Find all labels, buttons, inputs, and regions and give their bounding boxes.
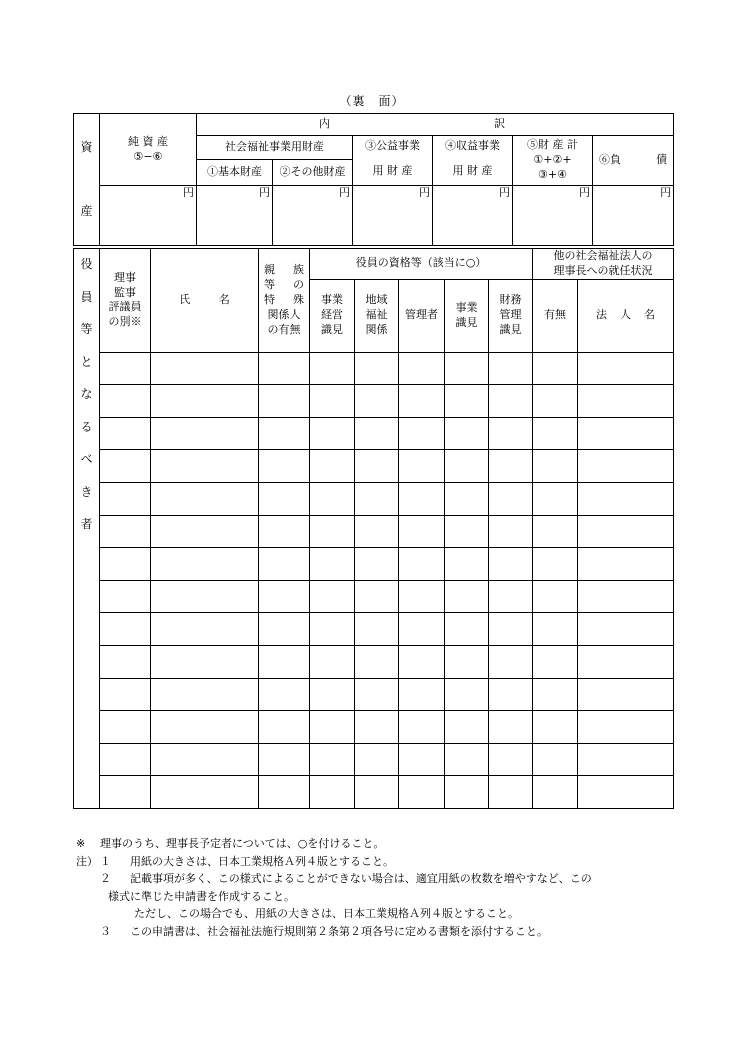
officer-qual-business-cell[interactable] <box>310 678 355 711</box>
officer-qual-finance-cell[interactable] <box>489 776 533 809</box>
officer-qual-knowledge-cell[interactable] <box>445 613 489 646</box>
officer-label-char: 等 <box>80 322 93 336</box>
officer-qual-regional-cell[interactable] <box>355 548 399 581</box>
officer-role-cell[interactable] <box>100 743 151 776</box>
note-3: ３ この申請書は、社会福祉法施行規則第２条第２項各号に定める書類を添付すること。 <box>100 924 548 938</box>
officer-relatives-cell[interactable] <box>259 352 310 385</box>
qual-knowledge-header: 事業 識見 <box>445 279 489 352</box>
officer-label-char: き <box>80 484 93 499</box>
officer-vertical-label <box>74 249 100 809</box>
officer-presence-cell[interactable] <box>533 678 578 711</box>
basic-property-header: ①基本財産 <box>197 160 273 186</box>
qual-business-header: 事業 経営 識見 <box>310 279 355 352</box>
other-property-value[interactable]: 円 <box>273 186 353 246</box>
note-1: 注） １ 用紙の大きさは、日本工業規格Ａ列４版とすること。 <box>76 854 394 868</box>
officer-row <box>74 352 674 385</box>
officer-corp-name-cell[interactable] <box>578 711 674 744</box>
officer-qual-business-cell[interactable] <box>310 483 355 516</box>
officer-label-char: と <box>80 354 93 369</box>
officer-row <box>74 483 674 516</box>
officer-presence-cell[interactable] <box>533 580 578 613</box>
officer-row <box>74 776 674 809</box>
notes <box>76 835 696 940</box>
officer-relatives-cell[interactable] <box>259 417 310 450</box>
qual-manager-header: 管理者 <box>399 279 445 352</box>
relatives-header: 親 族 等 の 特 殊 関係人 の有無 <box>259 249 310 353</box>
officer-qual-knowledge-cell[interactable] <box>445 743 489 776</box>
total-property-value[interactable]: 円 <box>513 186 593 246</box>
note-2-proviso: ただし、この場合でも、用紙の大きさは、日本工業規格Ａ列４版とすること。 <box>134 907 519 920</box>
officer-qual-regional-cell[interactable] <box>355 417 399 450</box>
officer-corp-name-cell[interactable] <box>578 352 674 385</box>
officer-role-cell[interactable] <box>100 776 151 809</box>
officer-qual-regional-cell[interactable] <box>355 613 399 646</box>
officer-presence-cell[interactable] <box>533 515 578 548</box>
officer-corp-name-cell[interactable] <box>578 678 674 711</box>
officer-qual-manager-cell[interactable] <box>399 417 445 450</box>
basic-property-value[interactable]: 円 <box>197 186 273 246</box>
officer-qual-manager-cell[interactable] <box>399 743 445 776</box>
officer-role-cell[interactable] <box>100 450 151 483</box>
officer-row <box>74 580 674 613</box>
officer-label-char: べ <box>80 452 93 466</box>
officer-role-cell[interactable] <box>100 352 151 385</box>
officer-corp-name-cell[interactable] <box>578 613 674 646</box>
profit-business-property-header: ④収益事業 用 財 産 <box>433 136 513 186</box>
asterisk-note: ※ 理事のうち、理事長予定者については、○を付けること。 <box>76 837 385 850</box>
officer-presence-cell[interactable] <box>533 646 578 679</box>
officer-qual-finance-cell[interactable] <box>489 450 533 483</box>
officer-role-cell[interactable] <box>100 711 151 744</box>
officer-qual-finance-cell[interactable] <box>489 711 533 744</box>
officer-name-cell[interactable] <box>151 352 259 385</box>
officer-name-cell[interactable] <box>151 483 259 516</box>
officer-presence-cell[interactable] <box>533 613 578 646</box>
officer-presence-cell[interactable] <box>533 548 578 581</box>
officer-corp-name-cell[interactable] <box>578 450 674 483</box>
officer-role-cell[interactable] <box>100 417 151 450</box>
note-2: ２ 記載事項が多く、この様式によることができない場合は、適宜用紙の枚数を増やすなど、この <box>100 872 592 885</box>
officer-name-cell[interactable] <box>151 385 259 418</box>
officer-presence-cell[interactable] <box>533 483 578 516</box>
officer-qual-regional-cell[interactable] <box>355 483 399 516</box>
officer-name-cell[interactable] <box>151 515 259 548</box>
officer-name-cell[interactable] <box>151 678 259 711</box>
officer-table <box>73 248 674 809</box>
officer-name-cell[interactable] <box>151 580 259 613</box>
other-property-header: ②その他財産 <box>273 160 353 186</box>
officer-presence-cell[interactable] <box>533 417 578 450</box>
net-assets-header: 純 資 産 ⑤−⑥ <box>100 114 197 186</box>
presence-header: 有無 <box>533 279 578 352</box>
officer-relatives-cell[interactable] <box>259 548 310 581</box>
role-header: 理事 監事 評議員 の別※ <box>100 249 151 353</box>
officer-qual-business-cell[interactable] <box>310 450 355 483</box>
officer-qual-manager-cell[interactable] <box>399 515 445 548</box>
officer-label-char: 員 <box>80 289 93 304</box>
corp-name-header: 法 人 名 <box>578 279 674 352</box>
officer-qual-regional-cell[interactable] <box>355 678 399 711</box>
officer-corp-name-cell[interactable] <box>578 580 674 613</box>
officer-relatives-cell[interactable] <box>259 678 310 711</box>
officer-relatives-cell[interactable] <box>259 743 310 776</box>
officer-role-cell[interactable] <box>100 678 151 711</box>
officer-qual-regional-cell[interactable] <box>355 711 399 744</box>
officer-qual-knowledge-cell[interactable] <box>445 385 489 418</box>
officer-qual-manager-cell[interactable] <box>399 678 445 711</box>
officer-qual-knowledge-cell[interactable] <box>445 711 489 744</box>
officer-relatives-cell[interactable] <box>259 483 310 516</box>
officer-name-cell[interactable] <box>151 711 259 744</box>
public-interest-value[interactable]: 円 <box>353 186 433 246</box>
officer-qual-finance-cell[interactable] <box>489 385 533 418</box>
officer-label-char: な <box>80 387 93 401</box>
officer-qual-finance-cell[interactable] <box>489 678 533 711</box>
officer-qual-manager-cell[interactable] <box>399 711 445 744</box>
officer-relatives-cell[interactable] <box>259 385 310 418</box>
officer-qual-business-cell[interactable] <box>310 646 355 679</box>
officer-qual-regional-cell[interactable] <box>355 646 399 679</box>
officer-qual-business-cell[interactable] <box>310 548 355 581</box>
total-property-header: ⑤財 産 計 ①+②+ ③+④ <box>513 136 593 186</box>
officer-qual-manager-cell[interactable] <box>399 450 445 483</box>
officer-qual-manager-cell[interactable] <box>399 776 445 809</box>
officer-label-char: 役 <box>80 257 93 271</box>
officer-qual-finance-cell[interactable] <box>489 548 533 581</box>
officer-qual-knowledge-cell[interactable] <box>445 417 489 450</box>
officer-qual-knowledge-cell[interactable] <box>445 483 489 516</box>
officer-qual-business-cell[interactable] <box>310 711 355 744</box>
officer-role-cell[interactable] <box>100 613 151 646</box>
officer-row <box>74 678 674 711</box>
officer-qual-knowledge-cell[interactable] <box>445 515 489 548</box>
net-assets-value[interactable]: 円 <box>100 186 197 246</box>
officer-presence-cell[interactable] <box>533 385 578 418</box>
officer-role-cell[interactable] <box>100 385 151 418</box>
officer-role-cell[interactable] <box>100 646 151 679</box>
officer-row <box>74 711 674 744</box>
officer-qual-knowledge-cell[interactable] <box>445 450 489 483</box>
other-corp-header: 他の社会福祉法人の 理事長への就任状況 <box>533 249 674 280</box>
officer-qual-knowledge-cell[interactable] <box>445 678 489 711</box>
liabilities-value[interactable]: 円 <box>593 186 674 246</box>
officer-qual-manager-cell[interactable] <box>399 646 445 679</box>
officer-corp-name-cell[interactable] <box>578 646 674 679</box>
officer-relatives-cell[interactable] <box>259 613 310 646</box>
officer-corp-name-cell[interactable] <box>578 483 674 516</box>
officer-relatives-cell[interactable] <box>259 711 310 744</box>
officer-qual-manager-cell[interactable] <box>399 483 445 516</box>
officer-name-cell[interactable] <box>151 613 259 646</box>
officer-row <box>74 548 674 581</box>
officer-qual-regional-cell[interactable] <box>355 580 399 613</box>
profit-business-value[interactable]: 円 <box>433 186 513 246</box>
officer-qual-regional-cell[interactable] <box>355 515 399 548</box>
officer-corp-name-cell[interactable] <box>578 515 674 548</box>
officer-label-char: 者 <box>80 517 93 531</box>
breakdown-header: 内 訳 <box>197 114 674 136</box>
officer-qual-manager-cell[interactable] <box>399 352 445 385</box>
officer-role-cell[interactable] <box>100 483 151 516</box>
officer-relatives-cell[interactable] <box>259 776 310 809</box>
qualifications-header: 役員の資格等（該当に○） <box>310 249 533 280</box>
officer-qual-business-cell[interactable] <box>310 743 355 776</box>
officer-presence-cell[interactable] <box>533 776 578 809</box>
officer-row <box>74 646 674 679</box>
page-title: （裏 面） <box>339 94 405 108</box>
officer-qual-finance-cell[interactable] <box>489 743 533 776</box>
officer-qual-regional-cell[interactable] <box>355 743 399 776</box>
officer-presence-cell[interactable] <box>533 743 578 776</box>
social-welfare-property-header: 社会福祉事業用財産 <box>197 136 353 160</box>
officer-name-cell[interactable] <box>151 548 259 581</box>
officer-role-cell[interactable] <box>100 580 151 613</box>
qual-regional-header: 地域 福祉 関係 <box>355 279 399 352</box>
asset-table <box>73 113 674 246</box>
asset-vertical-label: 資 産 <box>74 114 100 246</box>
officer-qual-manager-cell[interactable] <box>399 613 445 646</box>
officer-qual-knowledge-cell[interactable] <box>445 646 489 679</box>
qual-finance-header: 財務 管理 識見 <box>489 279 533 352</box>
officer-qual-knowledge-cell[interactable] <box>445 580 489 613</box>
officer-relatives-cell[interactable] <box>259 580 310 613</box>
officer-qual-finance-cell[interactable] <box>489 646 533 679</box>
officer-qual-regional-cell[interactable] <box>355 385 399 418</box>
officer-row <box>74 743 674 776</box>
officer-role-cell[interactable] <box>100 515 151 548</box>
liabilities-header: ⑥負 債 <box>593 136 674 186</box>
public-interest-property-header: ③公益事業 用 財 産 <box>353 136 433 186</box>
officer-qual-regional-cell[interactable] <box>355 450 399 483</box>
officer-relatives-cell[interactable] <box>259 450 310 483</box>
officer-presence-cell[interactable] <box>533 450 578 483</box>
officer-name-cell[interactable] <box>151 743 259 776</box>
officer-relatives-cell[interactable] <box>259 515 310 548</box>
officer-qual-manager-cell[interactable] <box>399 580 445 613</box>
officer-qual-business-cell[interactable] <box>310 352 355 385</box>
officer-name-cell[interactable] <box>151 450 259 483</box>
officer-qual-business-cell[interactable] <box>310 385 355 418</box>
name-header: 氏 名 <box>151 249 259 353</box>
officer-qual-finance-cell[interactable] <box>489 613 533 646</box>
officer-label-char: る <box>80 419 93 434</box>
officer-row <box>74 450 674 483</box>
officer-qual-knowledge-cell[interactable] <box>445 548 489 581</box>
officer-qual-manager-cell[interactable] <box>399 548 445 581</box>
officer-qual-finance-cell[interactable] <box>489 483 533 516</box>
officer-name-cell[interactable] <box>151 646 259 679</box>
note-2-cont: 様式に準じた申請書を作成すること。 <box>108 889 295 903</box>
officer-qual-finance-cell[interactable] <box>489 352 533 385</box>
officer-qual-business-cell[interactable] <box>310 613 355 646</box>
officer-qual-knowledge-cell[interactable] <box>445 352 489 385</box>
officer-corp-name-cell[interactable] <box>578 776 674 809</box>
officer-qual-business-cell[interactable] <box>310 417 355 450</box>
officer-name-cell[interactable] <box>151 776 259 809</box>
officer-row <box>74 385 674 418</box>
officer-role-cell[interactable] <box>100 548 151 581</box>
officer-qual-finance-cell[interactable] <box>489 580 533 613</box>
officer-qual-regional-cell[interactable] <box>355 352 399 385</box>
officer-relatives-cell[interactable] <box>259 646 310 679</box>
officer-qual-finance-cell[interactable] <box>489 417 533 450</box>
officer-presence-cell[interactable] <box>533 711 578 744</box>
officer-qual-manager-cell[interactable] <box>399 385 445 418</box>
officer-row <box>74 613 674 646</box>
officer-qual-finance-cell[interactable] <box>489 515 533 548</box>
officer-corp-name-cell[interactable] <box>578 385 674 418</box>
officer-corp-name-cell[interactable] <box>578 743 674 776</box>
officer-qual-business-cell[interactable] <box>310 580 355 613</box>
officer-qual-business-cell[interactable] <box>310 515 355 548</box>
officer-row <box>74 417 674 450</box>
officer-presence-cell[interactable] <box>533 352 578 385</box>
officer-corp-name-cell[interactable] <box>578 417 674 450</box>
officer-name-cell[interactable] <box>151 417 259 450</box>
officer-qual-knowledge-cell[interactable] <box>445 776 489 809</box>
officer-qual-business-cell[interactable] <box>310 776 355 809</box>
officer-corp-name-cell[interactable] <box>578 548 674 581</box>
officer-qual-regional-cell[interactable] <box>355 776 399 809</box>
officer-row <box>74 515 674 548</box>
